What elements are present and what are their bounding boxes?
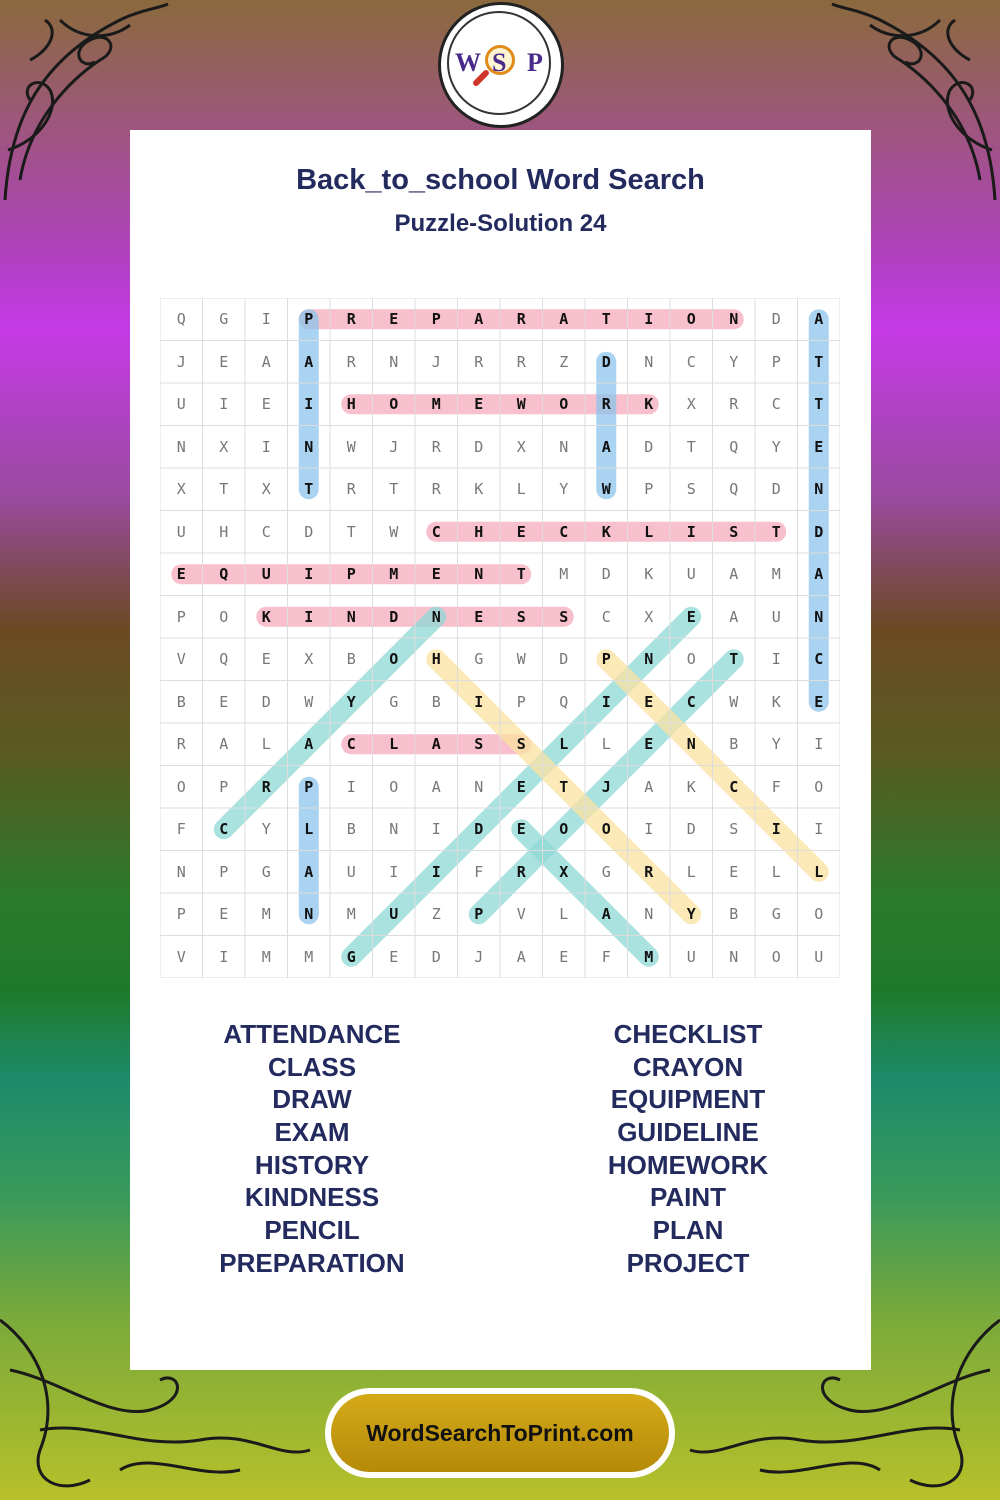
- grid-cell[interactable]: W: [516, 650, 526, 669]
- grid-cell[interactable]: E: [559, 947, 569, 966]
- grid-cell[interactable]: G: [601, 862, 611, 881]
- grid-cell[interactable]: D: [771, 480, 781, 499]
- grid-cell[interactable]: N: [389, 352, 399, 371]
- word-list-item: HOMEWORK: [607, 1149, 769, 1180]
- grid-cell[interactable]: R: [601, 395, 611, 414]
- grid-cell[interactable]: T: [389, 480, 399, 499]
- grid-cell[interactable]: A: [729, 565, 739, 584]
- grid-cell[interactable]: A: [516, 947, 526, 966]
- grid-cell[interactable]: G: [389, 692, 399, 711]
- grid-cell[interactable]: L: [516, 480, 526, 499]
- grid-cell[interactable]: A: [729, 607, 739, 626]
- grid-cell[interactable]: E: [686, 607, 696, 626]
- grid-cell[interactable]: R: [261, 777, 271, 796]
- grid-cell[interactable]: N: [559, 437, 569, 456]
- grid-cell[interactable]: E: [389, 310, 399, 329]
- grid-cell[interactable]: W: [304, 692, 314, 711]
- grid-cell[interactable]: D: [304, 522, 314, 541]
- word-list-item: CRAYON: [632, 1051, 744, 1082]
- word-list-item: PLAN: [652, 1215, 724, 1246]
- puzzle-card: [130, 130, 871, 1370]
- grid-cell[interactable]: D: [474, 437, 484, 456]
- grid-cell[interactable]: Y: [559, 480, 569, 499]
- grid-cell[interactable]: T: [814, 395, 824, 414]
- grid-cell[interactable]: U: [389, 905, 399, 924]
- grid-cell[interactable]: Y: [346, 692, 356, 711]
- grid-cell[interactable]: U: [176, 522, 186, 541]
- grid-cell[interactable]: N: [176, 862, 186, 881]
- grid-cell[interactable]: P: [176, 905, 186, 924]
- grid-cell[interactable]: E: [644, 692, 654, 711]
- grid-cell[interactable]: E: [474, 395, 484, 414]
- grid-cell[interactable]: I: [601, 692, 611, 711]
- grid-cell[interactable]: S: [729, 820, 739, 839]
- grid-cell[interactable]: I: [431, 820, 441, 839]
- grid-cell[interactable]: E: [176, 565, 186, 584]
- grid-cell[interactable]: R: [176, 735, 186, 754]
- grid-cell[interactable]: R: [516, 310, 526, 329]
- grid-cell[interactable]: D: [261, 692, 271, 711]
- grid-cell[interactable]: M: [644, 947, 654, 966]
- grid-cell[interactable]: K: [644, 395, 654, 414]
- grid-cell[interactable]: O: [601, 820, 611, 839]
- grid-cell[interactable]: I: [814, 735, 824, 754]
- grid-cell[interactable]: E: [389, 947, 399, 966]
- grid-cell[interactable]: A: [644, 777, 654, 796]
- grid-cell[interactable]: U: [686, 947, 696, 966]
- grid-cell[interactable]: J: [474, 947, 484, 966]
- grid-cell[interactable]: E: [516, 820, 526, 839]
- grid-cell[interactable]: Q: [729, 437, 739, 456]
- grid-cell[interactable]: B: [431, 692, 441, 711]
- grid-cell[interactable]: D: [644, 437, 654, 456]
- grid-cell[interactable]: A: [304, 862, 314, 881]
- word-list-item: HISTORY: [254, 1149, 370, 1180]
- word-list-item: DRAW: [272, 1084, 352, 1115]
- grid-cell[interactable]: X: [516, 437, 526, 456]
- grid-cell[interactable]: I: [389, 862, 399, 881]
- grid-cell[interactable]: I: [771, 820, 781, 839]
- grid-cell[interactable]: I: [644, 310, 654, 329]
- grid-cell[interactable]: B: [729, 735, 739, 754]
- grid-cell[interactable]: W: [516, 395, 526, 414]
- grid-cell[interactable]: L: [644, 522, 654, 541]
- grid-cell[interactable]: T: [686, 437, 696, 456]
- puzzle-subtitle: Puzzle-Solution 24: [394, 210, 607, 237]
- word-list-item: KINDNESS: [244, 1182, 380, 1213]
- grid-cell[interactable]: T: [601, 310, 611, 329]
- grid-cell[interactable]: X: [219, 437, 229, 456]
- word-list-item: EXAM: [274, 1117, 350, 1148]
- grid-cell[interactable]: I: [346, 777, 356, 796]
- grid-cell[interactable]: D: [771, 310, 781, 329]
- grid-cell[interactable]: A: [814, 565, 824, 584]
- grid-cell[interactable]: N: [304, 905, 314, 924]
- grid-cell[interactable]: C: [686, 692, 696, 711]
- word-list-item: PROJECT: [626, 1247, 750, 1278]
- word-list-item: PENCIL: [264, 1215, 360, 1246]
- grid-cell[interactable]: I: [474, 692, 484, 711]
- grid-cell[interactable]: O: [771, 947, 781, 966]
- grid-cell[interactable]: D: [601, 565, 611, 584]
- grid-cell[interactable]: H: [219, 522, 229, 541]
- logo-letter-p: P: [527, 48, 543, 77]
- grid-cell[interactable]: I: [261, 437, 271, 456]
- grid-cell[interactable]: E: [814, 692, 824, 711]
- grid-cell[interactable]: P: [346, 565, 356, 584]
- word-list-left: [162, 1018, 462, 1280]
- grid-cell[interactable]: T: [559, 777, 569, 796]
- grid-cell[interactable]: I: [686, 522, 696, 541]
- grid-cell[interactable]: Q: [559, 692, 569, 711]
- grid-cell[interactable]: N: [729, 947, 739, 966]
- grid-cell[interactable]: R: [346, 480, 356, 499]
- word-list-item: PREPARATION: [219, 1247, 405, 1278]
- grid-cell[interactable]: W: [729, 692, 739, 711]
- grid-cell[interactable]: C: [219, 820, 229, 839]
- grid-cell[interactable]: G: [261, 862, 271, 881]
- grid-cell[interactable]: L: [261, 735, 271, 754]
- grid-cell[interactable]: I: [771, 650, 781, 669]
- grid-cell[interactable]: K: [686, 777, 696, 796]
- grid-cell[interactable]: O: [686, 650, 696, 669]
- grid-cell[interactable]: I: [261, 310, 271, 329]
- grid-cell[interactable]: D: [601, 352, 611, 371]
- grid-cell[interactable]: B: [176, 692, 186, 711]
- grid-cell[interactable]: I: [814, 820, 824, 839]
- grid-cell[interactable]: E: [814, 437, 824, 456]
- grid-cell[interactable]: A: [559, 310, 569, 329]
- grid-cell[interactable]: U: [771, 607, 781, 626]
- grid-cell[interactable]: R: [346, 310, 356, 329]
- grid-cell[interactable]: J: [601, 777, 611, 796]
- grid-cell[interactable]: U: [686, 565, 696, 584]
- grid-cell[interactable]: C: [771, 395, 781, 414]
- grid-cell[interactable]: U: [346, 862, 356, 881]
- word-list-item: PAINT: [649, 1182, 727, 1213]
- grid-cell[interactable]: T: [729, 650, 739, 669]
- grid-cell[interactable]: O: [389, 650, 399, 669]
- grid-cell[interactable]: T: [814, 352, 824, 371]
- grid-cell[interactable]: P: [601, 650, 611, 669]
- grid-cell[interactable]: A: [474, 310, 484, 329]
- grid-cell[interactable]: S: [516, 607, 526, 626]
- grid-cell[interactable]: O: [389, 395, 399, 414]
- site-link[interactable]: WordSearchToPrint.com: [331, 1394, 669, 1472]
- grid-cell[interactable]: T: [516, 565, 526, 584]
- grid-cell[interactable]: U: [814, 947, 824, 966]
- grid-cell[interactable]: A: [219, 735, 229, 754]
- grid-cell[interactable]: U: [176, 395, 186, 414]
- grid-cell[interactable]: J: [176, 352, 186, 371]
- grid-cell[interactable]: X: [686, 395, 696, 414]
- grid-cell[interactable]: D: [474, 820, 484, 839]
- grid-cell[interactable]: R: [431, 480, 441, 499]
- grid-cell[interactable]: G: [474, 650, 484, 669]
- grid-cell[interactable]: E: [261, 395, 271, 414]
- grid-cell[interactable]: O: [559, 395, 569, 414]
- grid-cell[interactable]: M: [346, 905, 356, 924]
- grid-cell[interactable]: Q: [219, 650, 229, 669]
- grid-cell[interactable]: A: [431, 777, 441, 796]
- grid-cell[interactable]: T: [346, 522, 356, 541]
- grid-cell[interactable]: J: [431, 352, 441, 371]
- letter-grid: [160, 298, 840, 978]
- grid-cell[interactable]: R: [729, 395, 739, 414]
- grid-cell[interactable]: P: [219, 862, 229, 881]
- grid-cell[interactable]: V: [176, 947, 186, 966]
- grid-cell[interactable]: R: [346, 352, 356, 371]
- grid-cell[interactable]: K: [261, 607, 271, 626]
- word-list-item: EQUIPMENT: [610, 1084, 766, 1115]
- grid-cell[interactable]: Y: [729, 352, 739, 371]
- logo-letter-s: S: [492, 48, 507, 77]
- grid-cell[interactable]: E: [219, 352, 229, 371]
- word-list-item: GUIDELINE: [617, 1117, 759, 1148]
- grid-cell[interactable]: O: [176, 777, 186, 796]
- grid-cell[interactable]: P: [644, 480, 654, 499]
- grid-cell[interactable]: W: [601, 480, 611, 499]
- grid-cell[interactable]: R: [516, 352, 526, 371]
- grid-cell[interactable]: R: [516, 862, 526, 881]
- grid-cell[interactable]: Y: [771, 735, 781, 754]
- grid-cell[interactable]: O: [814, 777, 824, 796]
- grid-cell[interactable]: P: [474, 905, 484, 924]
- grid-cell[interactable]: L: [559, 735, 569, 754]
- grid-cell[interactable]: I: [219, 947, 229, 966]
- grid-cell[interactable]: N: [644, 352, 654, 371]
- grid-cell[interactable]: N: [389, 820, 399, 839]
- grid-cell[interactable]: L: [559, 905, 569, 924]
- grid-cell[interactable]: W: [389, 522, 399, 541]
- grid-cell[interactable]: X: [304, 650, 314, 669]
- grid-cell[interactable]: M: [431, 395, 441, 414]
- grid-cell[interactable]: P: [516, 692, 526, 711]
- grid-cell[interactable]: P: [431, 310, 441, 329]
- grid-cell[interactable]: M: [304, 947, 314, 966]
- grid-cell[interactable]: X: [261, 480, 271, 499]
- grid-cell[interactable]: C: [346, 735, 356, 754]
- grid-cell[interactable]: C: [431, 522, 441, 541]
- grid-cell[interactable]: O: [219, 607, 229, 626]
- word-list-right: [538, 1018, 838, 1280]
- grid-cell[interactable]: L: [686, 862, 696, 881]
- grid-cell[interactable]: N: [729, 310, 739, 329]
- grid-cell[interactable]: E: [644, 735, 654, 754]
- grid-cell[interactable]: E: [261, 650, 271, 669]
- grid-cell[interactable]: I: [431, 862, 441, 881]
- grid-cell[interactable]: K: [644, 565, 654, 584]
- grid-cell[interactable]: N: [304, 437, 314, 456]
- grid-cell[interactable]: C: [814, 650, 824, 669]
- grid-cell[interactable]: Y: [686, 905, 696, 924]
- grid-cell[interactable]: K: [771, 692, 781, 711]
- grid-cell[interactable]: D: [389, 607, 399, 626]
- grid-cell[interactable]: N: [474, 777, 484, 796]
- grid-cell[interactable]: E: [516, 777, 526, 796]
- grid-cell[interactable]: S: [729, 522, 739, 541]
- grid-cell[interactable]: H: [346, 395, 356, 414]
- grid-cell[interactable]: Z: [431, 905, 441, 924]
- grid-cell[interactable]: C: [729, 777, 739, 796]
- grid-cell[interactable]: N: [431, 607, 441, 626]
- grid-cell[interactable]: W: [346, 437, 356, 456]
- grid-cell[interactable]: N: [814, 607, 824, 626]
- grid-cell[interactable]: X: [176, 480, 186, 499]
- grid-cell[interactable]: S: [686, 480, 696, 499]
- grid-cell[interactable]: K: [474, 480, 484, 499]
- grid-cell[interactable]: F: [601, 947, 611, 966]
- grid-cell[interactable]: A: [304, 735, 314, 754]
- grid-cell[interactable]: H: [431, 650, 441, 669]
- grid-cell[interactable]: Q: [729, 480, 739, 499]
- grid-cell[interactable]: A: [601, 437, 611, 456]
- grid-cell[interactable]: E: [516, 522, 526, 541]
- grid-cell[interactable]: Y: [771, 437, 781, 456]
- grid-cell[interactable]: F: [176, 820, 186, 839]
- grid-cell[interactable]: P: [219, 777, 229, 796]
- grid-cell[interactable]: U: [261, 565, 271, 584]
- grid-cell[interactable]: P: [304, 777, 314, 796]
- grid-cell[interactable]: N: [814, 480, 824, 499]
- word-list-item: CLASS: [267, 1051, 357, 1082]
- grid-cell[interactable]: T: [304, 480, 314, 499]
- grid-cell[interactable]: I: [304, 607, 314, 626]
- grid-cell[interactable]: P: [176, 607, 186, 626]
- grid-cell[interactable]: A: [261, 352, 271, 371]
- grid-cell[interactable]: S: [559, 607, 569, 626]
- grid-cell[interactable]: M: [261, 905, 271, 924]
- grid-cell[interactable]: A: [304, 352, 314, 371]
- site-badge[interactable]: [325, 1388, 675, 1478]
- grid-cell[interactable]: O: [389, 777, 399, 796]
- grid-cell[interactable]: O: [814, 905, 824, 924]
- grid-cell[interactable]: A: [601, 905, 611, 924]
- puzzle-title: Back_to_school Word Search: [296, 164, 705, 196]
- grid-cell[interactable]: F: [474, 862, 484, 881]
- grid-cell[interactable]: M: [559, 565, 569, 584]
- grid-cell[interactable]: I: [304, 565, 314, 584]
- grid-cell[interactable]: Z: [559, 352, 569, 371]
- grid-cell[interactable]: E: [219, 692, 229, 711]
- grid-cell[interactable]: N: [686, 735, 696, 754]
- grid-cell[interactable]: F: [771, 777, 781, 796]
- grid-cell[interactable]: X: [644, 607, 654, 626]
- grid-cell[interactable]: D: [814, 522, 824, 541]
- grid-cell[interactable]: M: [771, 565, 781, 584]
- grid-cell[interactable]: Y: [261, 820, 271, 839]
- grid-cell[interactable]: P: [304, 310, 314, 329]
- grid-cell[interactable]: O: [559, 820, 569, 839]
- grid-cell[interactable]: S: [516, 735, 526, 754]
- grid-cell[interactable]: B: [346, 820, 356, 839]
- grid-cell[interactable]: N: [176, 437, 186, 456]
- grid-cell[interactable]: G: [771, 905, 781, 924]
- word-list-item: CHECKLIST: [613, 1019, 763, 1049]
- grid-cell[interactable]: B: [346, 650, 356, 669]
- grid-cell[interactable]: E: [219, 905, 229, 924]
- grid-cell[interactable]: A: [431, 735, 441, 754]
- grid-cell[interactable]: R: [474, 352, 484, 371]
- grid-cell[interactable]: N: [644, 650, 654, 669]
- grid-cell[interactable]: A: [814, 310, 824, 329]
- grid-cell[interactable]: C: [261, 522, 271, 541]
- grid-cell[interactable]: G: [346, 947, 356, 966]
- grid-cell[interactable]: R: [644, 862, 654, 881]
- grid-cell[interactable]: Q: [176, 310, 186, 329]
- grid-cell[interactable]: L: [304, 820, 314, 839]
- grid-cell[interactable]: V: [516, 905, 526, 924]
- grid-cell[interactable]: D: [559, 650, 569, 669]
- grid-cell[interactable]: I: [219, 395, 229, 414]
- grid-cell[interactable]: N: [474, 565, 484, 584]
- grid-cell[interactable]: L: [771, 862, 781, 881]
- grid-cell[interactable]: G: [219, 310, 229, 329]
- grid-cell[interactable]: L: [601, 735, 611, 754]
- grid-cell[interactable]: O: [686, 310, 696, 329]
- grid-cell[interactable]: E: [729, 862, 739, 881]
- wsp-logo: [438, 2, 564, 128]
- grid-cell[interactable]: L: [389, 735, 399, 754]
- grid-cell[interactable]: E: [431, 565, 441, 584]
- grid-cell[interactable]: C: [601, 607, 611, 626]
- grid-cell[interactable]: L: [814, 862, 824, 881]
- grid-cell[interactable]: X: [559, 862, 569, 881]
- grid-cell[interactable]: S: [474, 735, 484, 754]
- grid-cell[interactable]: P: [771, 352, 781, 371]
- grid-cell[interactable]: K: [601, 522, 611, 541]
- grid-cell[interactable]: D: [431, 947, 441, 966]
- grid-cell[interactable]: C: [559, 522, 569, 541]
- grid-cell[interactable]: Q: [219, 565, 229, 584]
- grid-cell[interactable]: B: [729, 905, 739, 924]
- grid-cell[interactable]: E: [474, 607, 484, 626]
- grid-cell[interactable]: J: [389, 437, 399, 456]
- grid-cell[interactable]: I: [644, 820, 654, 839]
- grid-cell[interactable]: N: [644, 905, 654, 924]
- grid-cell[interactable]: N: [346, 607, 356, 626]
- grid-cell[interactable]: I: [304, 395, 314, 414]
- grid-cell[interactable]: T: [771, 522, 781, 541]
- word-list-item: ATTENDANCE: [223, 1019, 401, 1049]
- grid-cell[interactable]: H: [474, 522, 484, 541]
- grid-cell[interactable]: V: [176, 650, 186, 669]
- logo-letter-w: W: [455, 48, 481, 77]
- grid-cell[interactable]: C: [686, 352, 696, 371]
- grid-cell[interactable]: M: [261, 947, 271, 966]
- grid-cell[interactable]: M: [389, 565, 399, 584]
- grid-cell[interactable]: T: [219, 480, 229, 499]
- grid-cell[interactable]: D: [686, 820, 696, 839]
- grid-cell[interactable]: R: [431, 437, 441, 456]
